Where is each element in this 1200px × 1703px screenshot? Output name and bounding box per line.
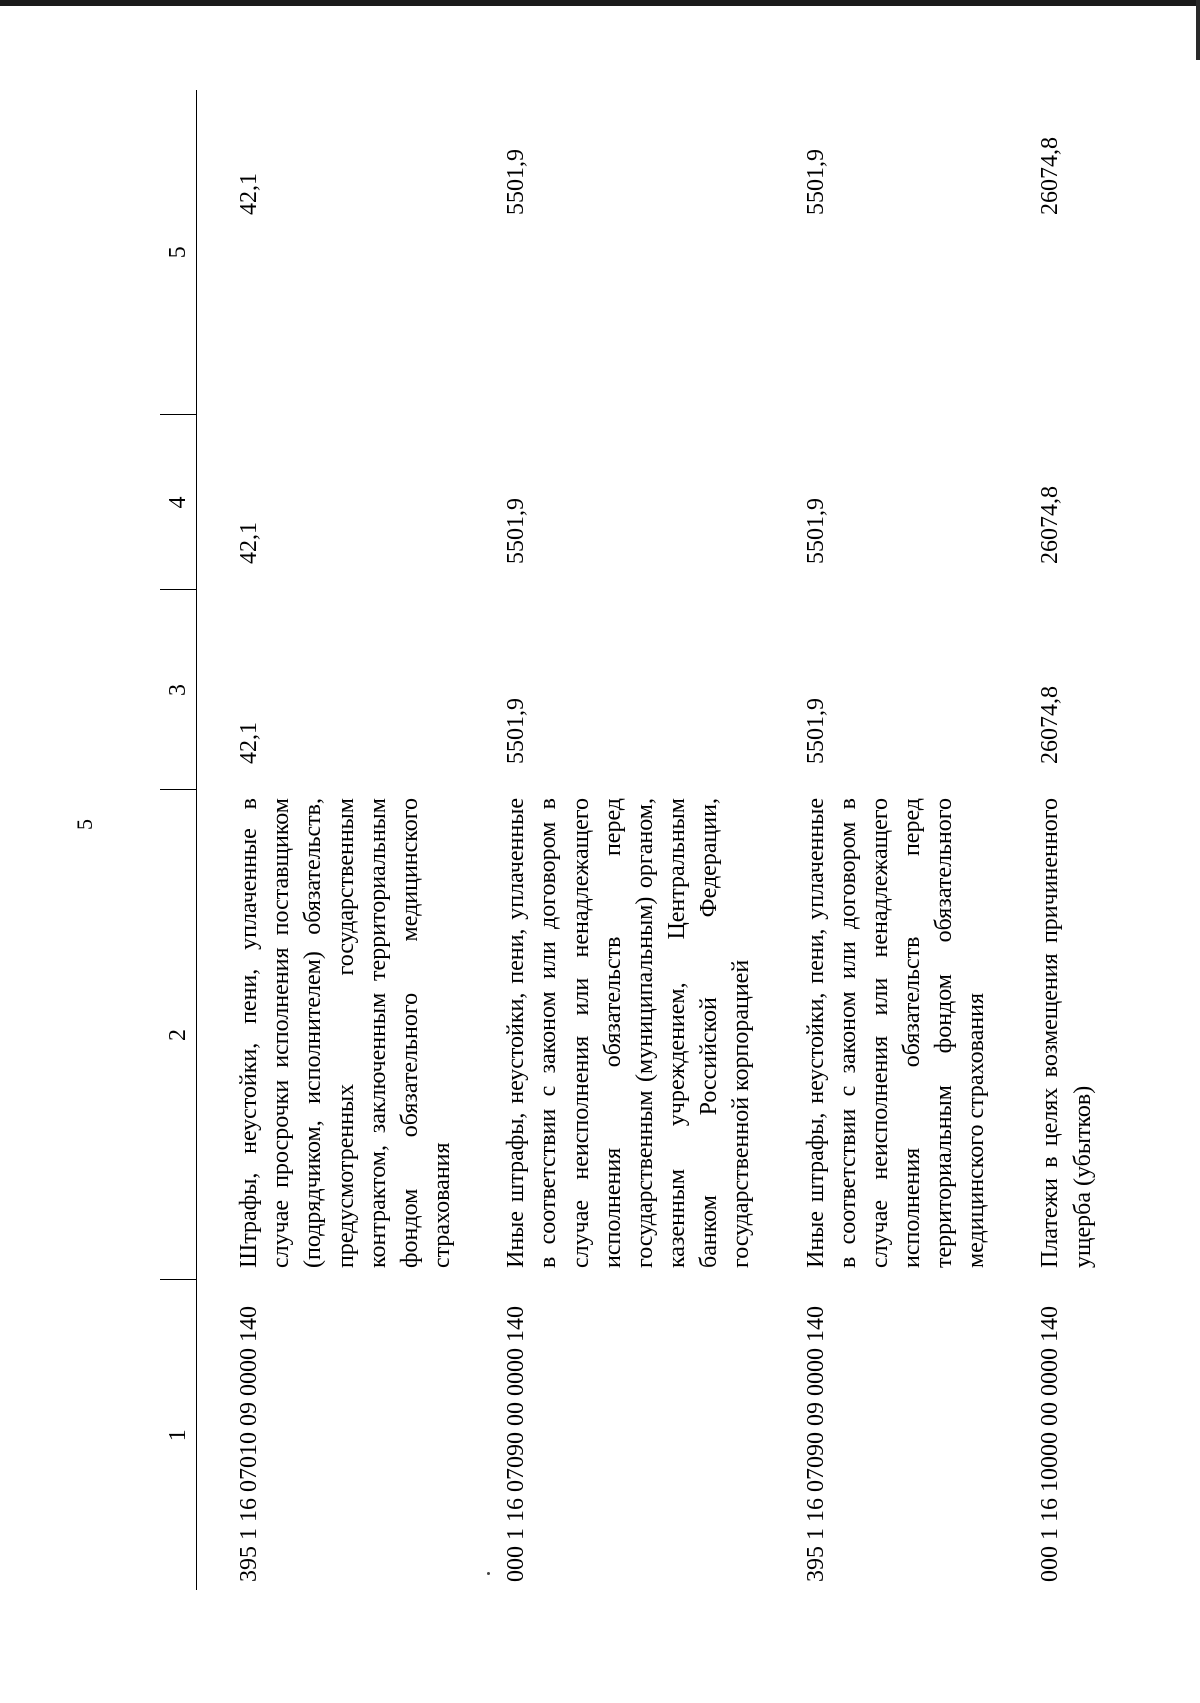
header-col-4: 4 (160, 415, 197, 590)
table-row (229, 90, 496, 1590)
table-row (496, 90, 795, 1590)
header-col-5: 5 (160, 90, 197, 415)
row-description: Платежи в целях возмещения причиненного ущерба (убытков) (1037, 798, 1096, 1268)
spacer-row (197, 90, 230, 1590)
table-row (1030, 90, 1098, 1590)
scan-edge-right (1196, 0, 1200, 60)
table-row (796, 90, 1031, 1590)
scan-edge-top (0, 0, 1200, 6)
row-value-col3: 5501,9 (802, 698, 829, 764)
row-description: Иные штрафы, неустойки, пени, уплаченные в соответствии с законом или договором в случае неисполнения или ненадлежащего исполнения обязательств перед государственным (муниципальным) органом, казенным учреждением, Центральным банком Российской Федерации, государственной корпорацией (503, 798, 755, 1268)
budget-table (160, 90, 1099, 1590)
row-value-col5: 26074,8 (1037, 137, 1064, 215)
header-col-2: 2 (160, 790, 197, 1280)
row-value-col5: 42,1 (236, 173, 263, 215)
scan-speck (487, 1572, 490, 1575)
row-value-col5: 5501,9 (802, 149, 829, 215)
row-value-col4: 5501,9 (802, 498, 829, 564)
header-col-3: 3 (160, 590, 197, 790)
row-value-col5: 5501,9 (503, 149, 530, 215)
row-value-col4: 26074,8 (1037, 486, 1064, 564)
row-value-col4: 42,1 (236, 522, 263, 564)
row-description: Иные штрафы, неустойки, пени, уплаченные в соответствии с законом или договором в случае неисполнения или ненадлежащего исполнения обязательств перед территориальным фондом обязательного медицинского страхования (802, 798, 990, 1268)
row-code: 000 1 16 07090 00 0000 140 (503, 1306, 530, 1582)
row-code: 395 1 16 07010 09 0000 140 (236, 1306, 263, 1582)
row-code: 395 1 16 07090 09 0000 140 (802, 1306, 829, 1582)
row-value-col4: 5501,9 (503, 498, 530, 564)
row-value-col3: 26074,8 (1037, 686, 1064, 764)
row-value-col3: 42,1 (236, 722, 263, 764)
page-number: 5 (72, 819, 97, 830)
row-description: Штрафы, неустойки, пени, уплаченные в случае просрочки исполнения поставщиком (подрядчиком, исполнителем) обязательств, предусмотренных государственным контрактом, заключенным территориальным фондом обязательного медицинского страхования (236, 798, 456, 1268)
header-col-1: 1 (160, 1280, 197, 1590)
row-code: 000 1 16 10000 00 0000 140 (1037, 1306, 1064, 1582)
header-row (160, 90, 197, 1590)
rotated-table-container (160, 90, 1096, 1590)
row-value-col3: 5501,9 (503, 698, 530, 764)
